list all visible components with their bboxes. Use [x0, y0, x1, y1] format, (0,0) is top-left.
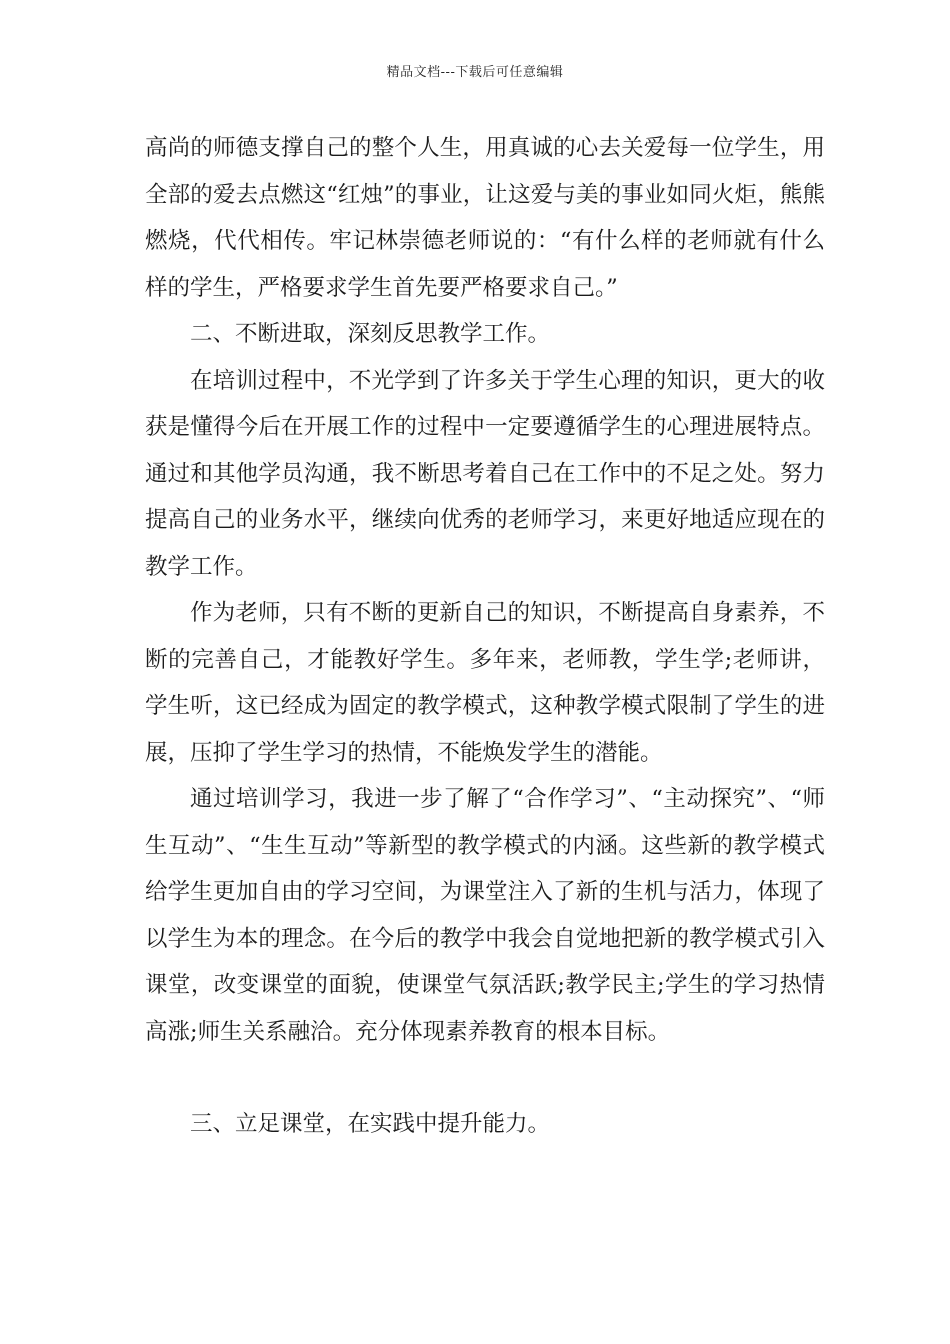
paragraph-training-process: 在培训过程中，不光学到了许多关于学生心理的知识，更大的收获是懂得今后在开展工作的过程中一定要遵循学生的心理进展特点。通过和其他学员沟通，我不断思考着自己在工作中的不足之处。努力提高自己的业务水平，继续向优秀的老师学习，来更好地适应现在的教学工作。 [145, 367, 825, 580]
paragraph-teacher-ethics: 高尚的师德支撑自己的整个人生，用真诚的心去关爱每一位学生，用全部的爱去点燃这“红烛”的事业，让这爱与美的事业如同火炬，熊熊燃烧，代代相传。牢记林崇德老师说的：“有什么样的老师就有什么样的学生，严格要求学生首先要严格要求自己。” [145, 135, 825, 301]
document-body [145, 125, 825, 1148]
page-header: 精品文档---下载后可任意编辑 [386, 65, 564, 80]
paragraph-teaching-models: 通过培训学习，我进一步了解了“合作学习”、“主动探究”、“师生互动”、“生生互动”等新型的教学模式的内涵。这些新的教学模式给学生更加自由的学习空间，为课堂注入了新的生机与活力，体现了以学生为本的理念。在今后的教学中我会自觉地把新的教学模式引入课堂，改变课堂的面貌，使课堂气氛活跃;教学民主;学生的学习热情高涨;师生关系融洽。充分体现素养教育的根本目标。 [145, 786, 825, 1045]
paragraph-as-teacher: 作为老师，只有不断的更新自己的知识，不断提高自身素养，不断的完善自己，才能教好学生。多年来，老师教，学生学;老师讲，学生听，这已经成为固定的教学模式，这种教学模式限制了学生的进展，压抑了学生学习的热情，不能焕发学生的潜能。 [145, 600, 825, 766]
blank-line [145, 1055, 825, 1101]
section-heading-three: 三、立足课堂，在实践中提升能力。 [190, 1111, 551, 1137]
section-heading-two: 二、不断进取，深刻反思教学工作。 [190, 321, 551, 347]
